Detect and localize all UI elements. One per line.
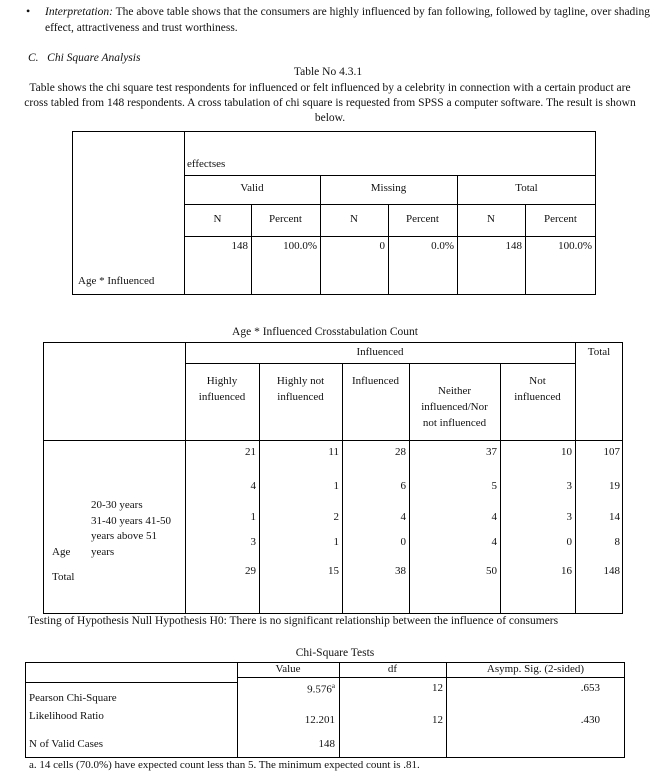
sub-header: N bbox=[487, 213, 495, 225]
pearson-df: 12 bbox=[432, 682, 443, 694]
likelihood-df: 12 bbox=[432, 714, 443, 726]
likelihood-value: 12.201 bbox=[304, 714, 335, 726]
crosstab-cell: 10 bbox=[561, 446, 572, 458]
crosstab-cell: 0 bbox=[566, 536, 572, 548]
crosstab-cell: 4 bbox=[491, 536, 497, 548]
crosstab-cell: 5 bbox=[491, 480, 497, 492]
summary-value: 148 bbox=[505, 240, 522, 252]
crosstab-cell: 3 bbox=[566, 480, 572, 492]
age-label: Age bbox=[52, 546, 71, 558]
table-number: Table No 4.3.1 bbox=[293, 66, 363, 78]
crosstab-cell: 38 bbox=[395, 565, 406, 577]
row-label-likelihood: Likelihood Ratio bbox=[29, 710, 104, 722]
row-label-valid-cases: N of Valid Cases bbox=[29, 738, 104, 750]
crosstab-cell: 14 bbox=[609, 511, 620, 523]
crosstab-cell: 6 bbox=[400, 480, 406, 492]
interpretation-label: Interpretation: bbox=[45, 6, 113, 18]
chi-tests-title: Chi-Square Tests bbox=[295, 647, 375, 659]
crosstab-cell: 3 bbox=[250, 536, 256, 548]
crosstab-cell: 11 bbox=[328, 446, 339, 458]
summary-row-label: Age * Influenced bbox=[78, 275, 155, 287]
sub-header: N bbox=[350, 213, 358, 225]
summary-value: 0 bbox=[379, 240, 385, 252]
section-title: Chi Square Analysis bbox=[47, 52, 141, 64]
row-label-pearson: Pearson Chi-Square bbox=[29, 692, 117, 704]
crosstab-cell: 4 bbox=[491, 511, 497, 523]
sub-header: Percent bbox=[406, 213, 439, 225]
crosstab-cell: 3 bbox=[566, 511, 572, 523]
bullet: • bbox=[26, 4, 31, 18]
group-valid: Valid bbox=[240, 182, 264, 194]
crosstab-cell: 0 bbox=[400, 536, 406, 548]
crosstab-cell: 1 bbox=[333, 536, 339, 548]
crosstab-cell: 50 bbox=[486, 565, 497, 577]
pearson-sig: .653 bbox=[580, 682, 600, 694]
crosstab-cell: 107 bbox=[603, 446, 620, 458]
col-header-highly-influenced: Highly influenced bbox=[198, 375, 246, 403]
crosstab-cell: 21 bbox=[245, 446, 256, 458]
total-row-label: Total bbox=[52, 571, 75, 583]
section-letter: C. bbox=[28, 52, 39, 64]
likelihood-sig: .430 bbox=[580, 714, 600, 726]
group-missing: Missing bbox=[370, 182, 407, 194]
col-header-neither: Neither influenced/Nor not influenced bbox=[421, 385, 488, 429]
section-heading bbox=[28, 52, 140, 64]
crosstab-cell: 16 bbox=[561, 565, 572, 577]
sub-header: Percent bbox=[269, 213, 302, 225]
crosstab-cell: 37 bbox=[486, 446, 497, 458]
summary-value: 148 bbox=[231, 240, 248, 252]
chi-header-df: df bbox=[387, 663, 398, 675]
crosstab-cell: 8 bbox=[614, 536, 620, 548]
sub-header: N bbox=[213, 213, 222, 225]
crosstab-cell: 2 bbox=[333, 511, 339, 523]
summary-value: 100.0% bbox=[283, 240, 317, 252]
summary-value: 100.0% bbox=[558, 240, 592, 252]
crosstab-cell: 4 bbox=[250, 480, 256, 492]
col-header-highly-not-influenced: Highly not influenced bbox=[276, 375, 325, 403]
crosstab-cell: 1 bbox=[333, 480, 339, 492]
total-header: Total bbox=[587, 346, 611, 358]
chi-header-sig: Asymp. Sig. (2-sided) bbox=[486, 663, 585, 675]
influenced-group-header: Influenced bbox=[356, 346, 404, 358]
crosstab-title: Age * Influenced Crosstabulation Count bbox=[232, 326, 418, 338]
interpretation-paragraph bbox=[45, 5, 650, 36]
valid-cases-value: 148 bbox=[318, 738, 335, 750]
interpretation-text: The above table shows that the consumers are highly influenced by fan following, followed by tagline, over shading effect, attractiveness and trust worthiness. bbox=[45, 6, 650, 34]
summary-value: 0.0% bbox=[431, 240, 454, 252]
col-header-influenced: Influenced bbox=[351, 375, 400, 387]
table-description: Table shows the chi square test respondents for influenced or felt influenced by a celebrity in connection with a certain product are cross tabled from 148 respondents. A cross tabulation of chi square is requested from SPSS a computer software. The result is shown below. bbox=[24, 82, 636, 124]
crosstab-cell: 28 bbox=[395, 446, 406, 458]
crosstab-cell: 1 bbox=[250, 511, 256, 523]
crosstab-cell: 148 bbox=[603, 565, 620, 577]
sub-header: Percent bbox=[544, 213, 577, 225]
chi-footnote: a. 14 cells (70.0%) have expected count less than 5. The minimum expected count is .81. bbox=[29, 759, 420, 771]
hypothesis-text: Testing of Hypothesis Null Hypothesis H0: There is no significant relationship between the influence of consumers bbox=[28, 615, 559, 627]
col-header-not-influenced: Not influenced bbox=[514, 375, 561, 403]
crosstab-cell: 29 bbox=[245, 565, 256, 577]
group-total: Total bbox=[515, 182, 538, 194]
crosstab-cell: 19 bbox=[609, 480, 620, 492]
crosstab-cell: 15 bbox=[328, 565, 339, 577]
summary-header: effectses bbox=[187, 158, 226, 170]
age-groups-label: 20-30 years 31-40 years 41-50 years above 51 years bbox=[91, 499, 172, 558]
crosstab-cell: 4 bbox=[400, 511, 406, 523]
pearson-value: 9.576$^a$ bbox=[307, 682, 335, 696]
chi-header-value: Value bbox=[275, 663, 301, 675]
